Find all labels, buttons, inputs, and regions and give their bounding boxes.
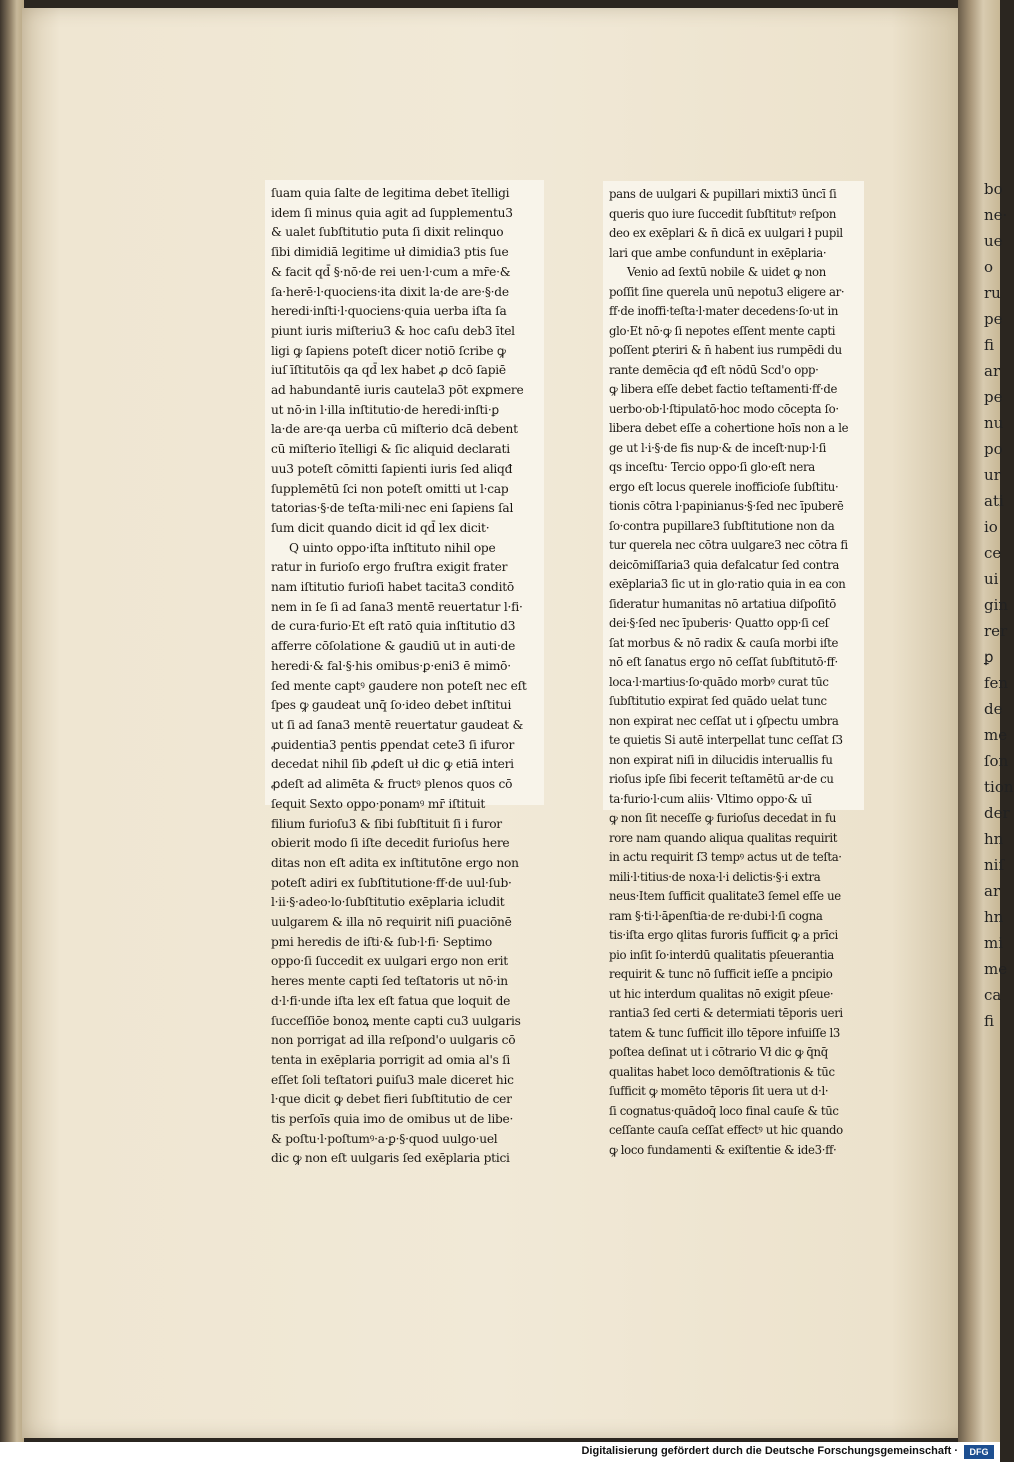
- text-column-left: [265, 180, 544, 1166]
- text-line: lari que ambe confundunt in exēplaria·: [609, 245, 827, 260]
- book-left-edge: [0, 0, 24, 1442]
- text-line: ad habundantē iuris cautela3 pōt exꝑmere: [271, 383, 524, 398]
- next-page-fragment: der: [984, 804, 1010, 822]
- text-line: pmi heredis de iſti·& ſub·l·fi· Septimo: [271, 934, 493, 949]
- text-line: ram §·ti·l·āꝑenſtia·de re·dubi·l·ſi cogna: [609, 908, 823, 923]
- next-page-edge: [962, 0, 1014, 1440]
- text-line: & facit qd̄ §·nō·de rei uen·l·cum a mr̄e·&: [271, 264, 511, 279]
- next-page-fragment: ar: [984, 362, 1001, 380]
- next-page-fragment: bo: [984, 180, 1003, 198]
- text-line: l·ii·§·adeo·lo·ſubſtitutio exēplaria icludit: [271, 895, 505, 910]
- next-page-fragment: ar: [984, 882, 1001, 900]
- text-line: poſtea deſinat ut i cōtrario Vł dic ꝙ q̄nq̄: [609, 1045, 828, 1059]
- text-line: ut hic interdum qualitas nō exigit pſeue·: [609, 986, 834, 1001]
- text-line: uulgarem & illa nō requirit niſi ꝑuaciōnē: [271, 915, 512, 930]
- text-line: poſſit ſine querela unū nepotu3 eligere ar·: [609, 284, 845, 299]
- next-page-fragment: fen: [984, 674, 1009, 692]
- next-page-fragment: fi: [984, 336, 995, 354]
- text-line: heres mente capti ſed teſtatoris ut nō·in: [271, 974, 508, 989]
- text-line: Q uinto oppo·iſta inſtituto nihil ope: [289, 540, 496, 555]
- text-line: tatorias·§·de teſta·mili·nec eni ſapiens ſal: [271, 501, 514, 516]
- text-line: poſſent ꝑteriri & n̄ habent ius rumpēdi du: [609, 343, 842, 357]
- text-line: ut ſi ad ſana3 mentē reuertatur gaudeat &: [271, 717, 524, 732]
- text-line: tenta in exēplaria porrigit ad omia al's ſi: [271, 1052, 511, 1067]
- text-line: tur querela nec cōtra uulgare3 nec cōtra fi: [609, 538, 848, 552]
- text-line: l·que dicit ꝙ debet fieri ſubſtitutio de cer: [271, 1092, 512, 1107]
- text-line: ſum dicit quando dicit id qd̄ lex dicit·: [271, 520, 490, 535]
- text-line: deicōmiſſaria3 quia defalcatur ſed contra: [609, 557, 839, 572]
- text-line: uu3 poteſt cōmitti ſapienti iuris ſed aliqđ: [271, 461, 513, 476]
- text-line: ſequit Sexto oppo·ponamꝰ mr̄ iſtituit: [271, 796, 486, 811]
- text-line: ſi cognatus·quādoq̄ loco final cauſe & tūc: [609, 1103, 839, 1118]
- text-line: ſupplemētū ſci non poteſt omitti ut l·cap: [271, 481, 509, 496]
- text-line: heredi·inſti·l·quociens·quia uerba iſta ſa: [271, 304, 507, 319]
- next-page-fragment: me: [984, 726, 1008, 744]
- next-page-fragment: rer: [984, 622, 1008, 640]
- text-line: poteſt adiri ex ſubſtitutione·ff·de uul·ſub·: [271, 875, 512, 890]
- text-line: rante demēcia qđ eſt nōdū Scd'o opp·: [609, 362, 819, 377]
- text-line: tis perſoīs quia imo de omibus ut de libe·: [271, 1112, 514, 1127]
- next-page-fragment: fi: [984, 1012, 995, 1030]
- text-line: ligi ꝙ ſapiens poteſt dicer notiō ſcribe ꝙ: [271, 343, 506, 358]
- next-page-fragment: ce: [984, 544, 1002, 562]
- text-line: non expirat niſi in dilucidis interuallis fu: [609, 752, 833, 767]
- text-line: ſideratur humanitas nō artatiua diſpoſitō: [609, 596, 836, 611]
- text-line: rore nam quando aliqua qualitas requirit: [609, 830, 838, 845]
- text-line: qualitas habet loco demōſtrationis & tūc: [609, 1064, 835, 1079]
- text-line: deo ex exēplari & n̄ dicā ex uulgari ł pupil: [609, 226, 843, 240]
- next-page-fragment: niſ: [984, 856, 1005, 874]
- text-line: ſubſtitutio expirat ſed quādo uelat tunc: [609, 694, 827, 708]
- text-line: ꝙ libera eſſe debet factio teſtamenti·ff·de: [609, 382, 838, 396]
- text-line: loca·l·martius·ſo·quādo morbꝰ curat tūc: [609, 674, 829, 689]
- text-line: filium furioſu3 & ſibi ſubſtituit ſi i furor: [271, 816, 502, 831]
- text-line: afferre cōſolatione & gaudiū ut in auti·de: [271, 639, 516, 654]
- next-page-fragment: ui: [984, 570, 999, 588]
- text-line: nō eſt ſanatus ergo nō ceſſat ſubſtitutō·ff·: [609, 655, 838, 669]
- text-line: obierit modo ſi iſte decedit furioſus here: [271, 836, 510, 851]
- next-page-fragment: ꝑ: [984, 648, 994, 666]
- next-page-fragment: pe: [984, 310, 1003, 328]
- text-line: ſa·herē·l·quociens·ita dixit la·de are·§·de: [271, 284, 509, 299]
- next-page-fragment: gin: [984, 596, 1009, 614]
- text-line: requirit & tunc nō ſufficit ieſſe a pncipio: [609, 967, 833, 981]
- text-line: oppo·ſi ſuccedit ex uulgari ergo non erit: [271, 954, 508, 969]
- text-line: ꝓuidentia3 pentis ꝑpendat cete3 ſi ifuror: [271, 737, 515, 752]
- next-page-fragment: ru: [984, 284, 1001, 302]
- text-line: la·de are·qa uerba cū miſterio dcā debent: [271, 422, 518, 437]
- text-line: ſibi dimidiā legitime uł dimidia3 ptis ſue: [271, 245, 509, 260]
- text-line: libera debet eſſe a cohertione hoīs non a le: [609, 421, 849, 435]
- text-line: ſat morbus & nō radix & cauſa morbi iſte: [609, 635, 839, 650]
- text-line: te quietis Si autē interpellat tunc ceſſat ſ3: [609, 733, 843, 747]
- text-line: Venio ad ſextū nobile & uidet ꝙ non: [627, 265, 826, 279]
- next-page-fragment: me: [984, 960, 1008, 978]
- text-line: neus·Item ſufficit qualitate3 ſemel eſſe ue: [609, 889, 841, 903]
- text-line: tis·iſta ergo qlitas furoris ſufficit ꝙ a prīci: [609, 928, 838, 942]
- text-line: & ualet ſubſtitutio puta ſi dixit relinquo: [271, 225, 504, 240]
- next-page-fragment: ne·: [984, 206, 1008, 224]
- text-line: ꝙ non ſit neceſſe ꝙ furioſus decedat in fu: [609, 811, 837, 825]
- text-line: piunt iuris miſteriu3 & hoc caſu deb3 ītel: [271, 323, 515, 338]
- next-page-fragment: hn: [984, 908, 1004, 926]
- text-line: ceſſante cauſa ceſſat effectꝰ ut hic quando: [609, 1123, 843, 1137]
- text-line: cū miſterio ītelligi & ſic aliquid declarati: [271, 442, 510, 457]
- text-line: ergo eſt locus querele inofficioſe ſubſtitu·: [609, 479, 839, 494]
- next-page-fragment: ati: [984, 492, 1004, 510]
- text-line: ditas non eſt adita ex inſtitutōne ergo non: [271, 855, 519, 870]
- text-line: exēplaria3 ſic ut in glo·ratio quia in ea con: [609, 577, 846, 591]
- text-line: ſuam quia ſalte de legitima debet ītelligi: [271, 186, 510, 200]
- text-line: ut nō·in l·illa inſtitutio·de heredi·inſti·ꝑ: [271, 402, 499, 417]
- text-line: ge ut l·i·§·de fis nup·& de inceſt·nup·l·ſi: [609, 440, 827, 455]
- text-line: ꝙ loco fundamenti & exiſtentie & ide3·ff·: [609, 1142, 837, 1157]
- text-line: ſufficit ꝙ momēto tēporis ſit uera ut d·l·: [609, 1084, 829, 1098]
- text-line: pans de uulgari & pupillari mixti3 ūncī ſi: [609, 187, 837, 201]
- text-line: nam iſtitutio furioſi habet tacita3 conditō: [271, 580, 514, 595]
- text-line: non expirat nec ceſſat ut i ꝯſpectu umbra: [609, 713, 839, 728]
- text-line: pio inſit ſo·interdū qualitatis pſeuerantia: [609, 947, 834, 962]
- text-line: dic ꝙ non eſt uulgaris ſed exēplaria ptici: [271, 1151, 510, 1166]
- next-page-fragment: ue: [984, 232, 1003, 250]
- next-page-fragment: hn: [984, 830, 1004, 848]
- text-column-right: [603, 181, 864, 1157]
- text-line: in actu requirit ſ3 tempꝰ actus ut de teſta·: [609, 850, 842, 864]
- next-page-fragment: pe: [984, 388, 1003, 406]
- next-page-fragment: ca: [984, 986, 1002, 1004]
- text-line: rantia3 ſed certi & determiati tēporis ueri: [609, 1006, 843, 1020]
- text-line: mili·l·titius·de noxa·l·i delictis·§·i extra: [609, 869, 821, 884]
- text-line: uerbo·ob·l·ſtipulatō·hoc modo cōcepta ſo·: [609, 401, 839, 416]
- next-page-fragment: ur: [984, 466, 1001, 484]
- next-page-fragment: po: [984, 440, 1003, 458]
- text-line: queris quo iure ſuccedit ſubſtitutꝰ reſpon: [609, 206, 837, 221]
- text-line: idem ſi minus quia agit ad ſupplementu3: [271, 205, 513, 220]
- text-line: ꝓdeſt ad alimēta & fructꝰ plenos quos cō: [271, 777, 513, 792]
- footer-credit: Digitalisierung gefördert durch die Deutsche Forschungsgemeinschaft ·: [581, 1445, 958, 1457]
- next-page-fragment: mi: [984, 934, 1004, 952]
- text-line: iuſ īſtitutōis qa qd̄ lex habet ꝓ dcō ſapiē: [271, 363, 506, 378]
- text-line: qs inceſtu· Tercio oppo·ſi glo·eſt nera: [609, 460, 815, 474]
- text-line: glo·Et nō·ꝙ ſi nepotes eſſent mente capti: [609, 323, 836, 338]
- next-page-fragment: de: [984, 700, 1003, 718]
- text-line: d·l·fi·unde iſta lex eſt fatua que loquit de: [271, 993, 511, 1008]
- text-line: ff·de inoffi·teſta·l·mater decedens·ſo·ut in: [609, 304, 839, 318]
- text-line: ta·furio·l·cum aliis· Vltimo oppo·& uī: [609, 791, 812, 806]
- text-line: rioſus ipſe ſibi fecerit teſtamētū ar·de cu: [609, 772, 834, 786]
- text-line: non porrigat ad illa reſpond'o uulgaris cō: [271, 1033, 516, 1048]
- text-line: ſo·contra pupillare3 ſubſtitutione non da: [609, 518, 835, 533]
- text-line: heredi·& fal·§·his omibus·ꝑ·eni3 ē mimō·: [271, 658, 511, 673]
- text-line: eſſet ſoli teſtatori ꝑuiſu3 male diceret hic: [271, 1072, 514, 1087]
- text-line: decedat nihil ſib ꝓdeſt uł dic ꝙ etiā interi: [271, 757, 514, 772]
- next-page-fragment: o: [984, 258, 994, 276]
- text-line: ſpes ꝙ gaudeat unq̄ ſo·ideo debet inſtitui: [271, 698, 512, 713]
- next-page-fragment: tion: [984, 778, 1014, 796]
- text-line: tatem & tunc ſufficit illo tēpore infuiſſe l3: [609, 1025, 841, 1040]
- dfg-logo: DFG: [964, 1445, 994, 1459]
- next-page-fragment: ſon: [984, 752, 1009, 770]
- text-line: ſed mente captꝰ gaudere non poteſt nec eſt: [271, 678, 527, 693]
- text-line: dei·§·ſed nec īpuberis· Quatto opp·ſi ceſ: [609, 616, 829, 630]
- next-page-fragment: io: [984, 518, 998, 536]
- next-page-fragment: nu: [984, 414, 1004, 432]
- text-line: de cura·furio·Et eſt ratō quia inſtitutio d3: [271, 619, 516, 634]
- text-line: nem in ſe ſi ad ſana3 mentē reuertatur l·fi·: [271, 599, 523, 614]
- text-line: & poſtu·l·poſtumꝰ·a·ꝑ·§·quod uulgo·uel: [271, 1131, 498, 1146]
- footer-bar: [0, 1442, 1000, 1462]
- text-line: tionis cōtra l·papinianus·§·ſed nec īpuberē: [609, 499, 844, 513]
- text-line: ratur in furioſo ergo fruſtra exigit frater: [271, 560, 508, 575]
- text-line: ſucceſſiōe bonoꝝ mente capti cu3 uulgaris: [271, 1013, 521, 1028]
